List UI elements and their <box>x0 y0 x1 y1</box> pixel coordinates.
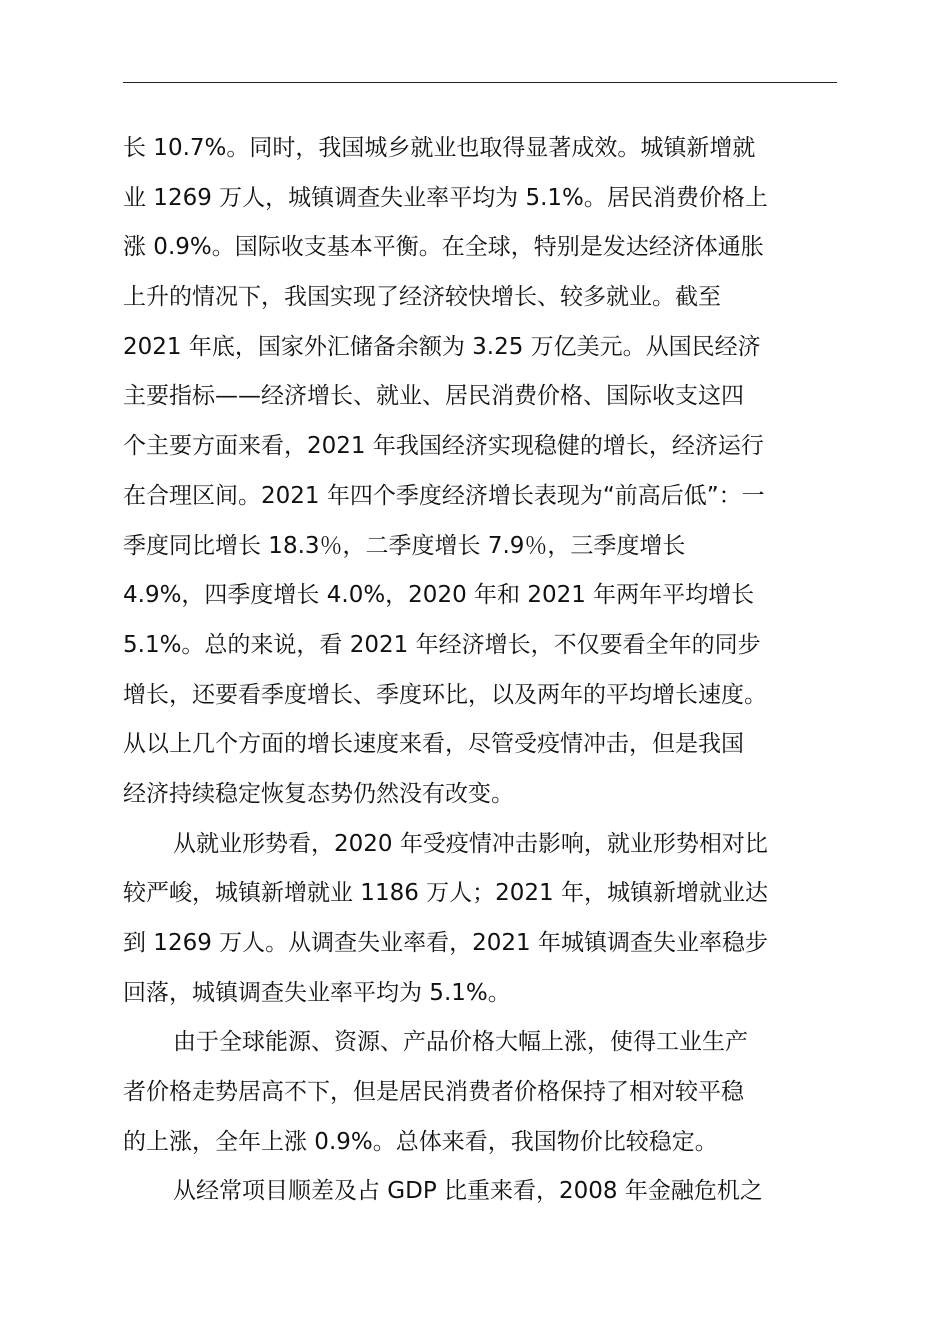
text-line: 长 10.7%。同时，我国城乡就业也取得显著成效。城镇新增就 <box>123 135 756 161</box>
text-line: 从以上几个方面的增长速度来看，尽管受疫情冲击，但是我国 <box>123 731 744 758</box>
text-line: 到 1269 万人。从调查失业率看，2021 年城镇调查失业率稳步 <box>123 930 768 956</box>
text-line: 增长，还要看季度增长、季度环比，以及两年的平均增长速度。 <box>123 681 767 708</box>
text-line: 2021 年底，国家外汇储备余额为 3.25 万亿美元。从国民经济 <box>123 333 761 360</box>
text-line: 业 1269 万人，城镇调查失业率平均为 5.1%。居民消费价格上 <box>123 184 768 211</box>
text-line: 上升的情况下，我国实现了经济较快增长、较多就业。截至 <box>123 284 721 311</box>
text-line: 者价格走势居高不下，但是居民消费者价格保持了相对较平稳 <box>123 1079 744 1106</box>
text-line: 5.1%。总的来说，看 2021 年经济增长，不仅要看全年的同步 <box>123 631 761 658</box>
text-line: 的上涨，全年上涨 0.9%。总体来看，我国物价比较稳定。 <box>123 1128 718 1155</box>
text-line: 涨 0.9%。国际收支基本平衡。在全球，特别是发达经济体通胀 <box>123 234 764 261</box>
text-line: 主要指标——经济增长、就业、居民消费价格、国际收支这四 <box>123 383 744 410</box>
paragraph-first-line: 由于全球能源、资源、产品价格大幅上涨，使得工业生产 <box>173 1029 748 1056</box>
text-line: 4.9%，四季度增长 4.0%，2020 年和 2021 年两年平均增长 <box>123 582 755 609</box>
body-text <box>123 124 837 1217</box>
paragraph-first-line: 从经常项目顺差及占 GDP 比重来看，2008 年金融危机之 <box>173 1178 763 1205</box>
text-line: 较严峻，城镇新增就业 1186 万人；2021 年，城镇新增就业达 <box>123 880 768 907</box>
header-rule <box>123 82 837 83</box>
text-line: 回落，城镇调查失业率平均为 5.1%。 <box>123 979 511 1006</box>
text-line: 在合理区间。2021 年四个季度经济增长表现为“前高后低”：一 <box>123 482 765 509</box>
text-line: 经济持续稳定恢复态势仍然没有改变。 <box>123 780 514 807</box>
paragraph-first-line: 从就业形势看，2020 年受疫情冲击影响，就业形势相对比 <box>173 830 768 857</box>
text-line: 季度同比增长 18.3％，二季度增长 7.9％，三季度增长 <box>123 532 686 559</box>
text-line: 个主要方面来看，2021 年我国经济实现稳健的增长，经济运行 <box>123 433 764 460</box>
